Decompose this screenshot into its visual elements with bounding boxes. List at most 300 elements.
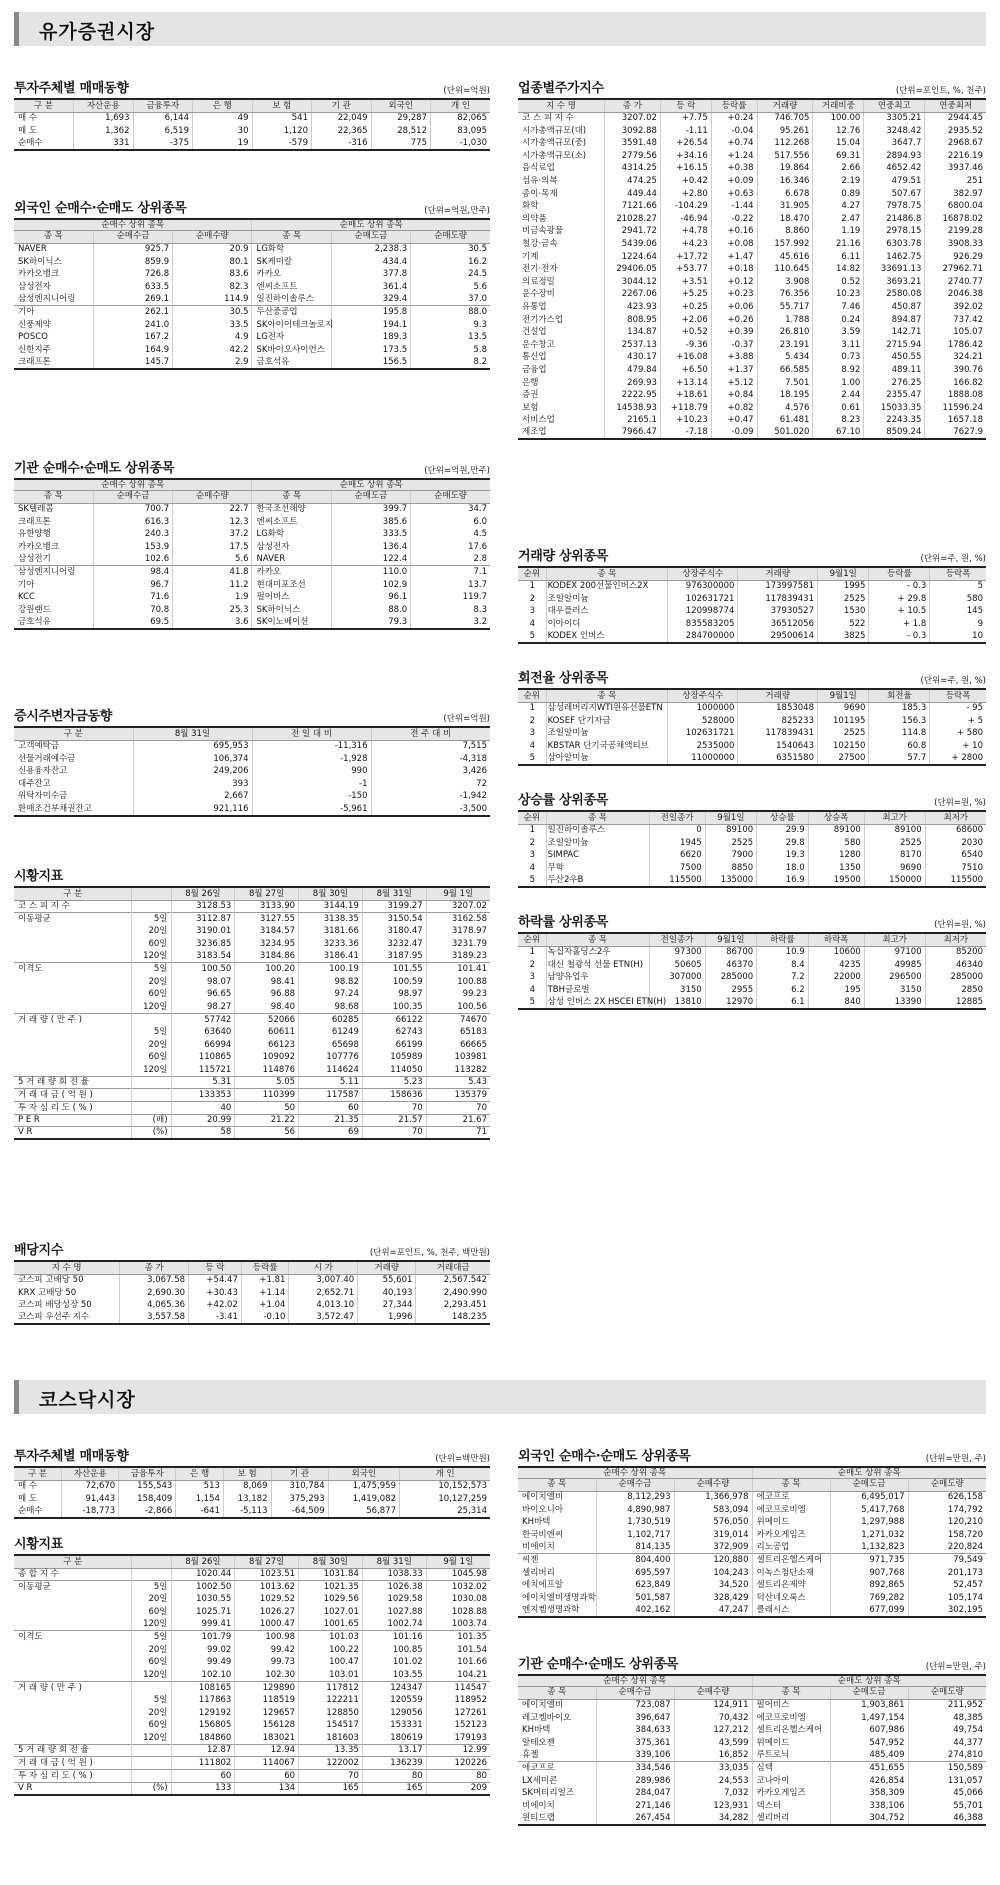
table-cell: +2.80 <box>660 188 711 201</box>
table-cell: 13.5 <box>411 331 490 344</box>
table-cell: 451,655 <box>830 1762 908 1775</box>
table-row <box>14 1757 490 1770</box>
table-row <box>14 528 490 541</box>
table-cell: 18.0 <box>757 862 808 875</box>
table-cell: 41.8 <box>173 566 252 579</box>
table-cell: 737.42 <box>925 314 986 327</box>
table-cell: +16.15 <box>660 162 711 175</box>
unit-label: (단위=억원) <box>443 714 490 724</box>
unit-label: (단위=만원, 주) <box>925 1454 986 1464</box>
table-row <box>518 1504 986 1517</box>
table-cell: SK아이이테크놀로지 <box>252 319 331 332</box>
table-cell: 3,067.58 <box>120 1274 189 1287</box>
table-cell: +1.37 <box>711 364 757 377</box>
table-row <box>518 971 986 984</box>
table-row <box>518 1787 986 1800</box>
table-cell: -9.36 <box>660 339 711 352</box>
table-cell: 1657.18 <box>925 414 986 427</box>
table-cell: 2355.47 <box>864 389 925 402</box>
table-cell: 3233.36 <box>299 938 363 951</box>
table-cell: 두산중공업 <box>252 306 331 319</box>
table-cell: 1 <box>529 825 535 836</box>
table-cell: 60일 <box>132 1606 171 1619</box>
table-row <box>518 824 986 837</box>
table-row <box>518 618 986 631</box>
column-header: 9월 1일 <box>426 887 490 900</box>
table-cell: 18.470 <box>757 213 813 226</box>
table-row <box>14 1669 490 1682</box>
table-cell: 7.46 <box>813 301 864 314</box>
table-cell: -1.44 <box>711 200 757 213</box>
table-cell: 이동평균 <box>14 913 132 926</box>
table-cell: 158636 <box>362 1089 426 1102</box>
table-cell: 24,553 <box>674 1775 752 1788</box>
column-header: 상장주식수 <box>668 567 738 580</box>
table-cell: 60일 <box>132 1656 171 1669</box>
table-row <box>518 1579 986 1592</box>
table-cell: SK하이닉스 <box>18 256 62 267</box>
table-cell: 4.576 <box>757 402 813 415</box>
table-cell: 3092.88 <box>604 125 660 138</box>
table-cell: 코스피 고배당 50 <box>18 1275 84 1286</box>
table-cell: 13.7 <box>411 579 490 592</box>
table-cell: 136239 <box>362 1757 426 1770</box>
table-cell: 57742 <box>171 1013 235 1026</box>
table-cell: 111802 <box>171 1757 235 1770</box>
table-row <box>14 503 490 516</box>
table-cell: 607,986 <box>830 1724 908 1737</box>
table-cell: 21.16 <box>813 238 864 251</box>
table-cell: 71 <box>426 1127 490 1140</box>
table-cell: P E R <box>14 1114 132 1127</box>
table-cell: 투 자 심 리 도 ( % ) <box>14 1770 132 1783</box>
table-cell: 1853048 <box>738 702 818 715</box>
table-cell: 4 <box>529 618 535 629</box>
table-cell: 109092 <box>235 1051 299 1064</box>
table-cell: 174,792 <box>908 1504 986 1517</box>
table-cell: 8.860 <box>757 225 813 238</box>
table-cell: 5.05 <box>235 1076 299 1089</box>
table-cell: 430.17 <box>604 351 660 364</box>
table-cell: 4235 <box>808 959 864 972</box>
table-cell: 27500 <box>818 752 869 765</box>
table-cell: 70 <box>299 1770 363 1783</box>
column-header: 등락률 <box>869 567 930 580</box>
table-cell: +6.50 <box>660 364 711 377</box>
table-cell: 삼성엔지니어링 <box>18 294 76 305</box>
table-cell: 289,986 <box>596 1775 674 1788</box>
table-cell: 375,361 <box>596 1737 674 1750</box>
table-title: 기관 순매수·순매도 상위종목 <box>518 1657 679 1672</box>
table-cell: 1,154 <box>176 1493 224 1506</box>
data-table <box>14 1554 490 1796</box>
table-cell: 2.66 <box>813 162 864 175</box>
table-row <box>518 225 986 238</box>
table-cell: +3.51 <box>660 276 711 289</box>
table-header <box>518 1654 986 1672</box>
table-cell: 319,014 <box>674 1529 752 1542</box>
table-cell: 120998774 <box>668 605 738 618</box>
table-cell: 117587 <box>299 1089 363 1102</box>
table-cell: 1,996 <box>358 1312 416 1325</box>
table-cell: +0.42 <box>660 175 711 188</box>
table-row <box>14 1001 490 1014</box>
table-row <box>14 293 490 306</box>
table-row <box>518 862 986 875</box>
table-row <box>14 1505 490 1518</box>
table-cell: 4652.42 <box>864 162 925 175</box>
t11-table-block <box>518 912 986 1010</box>
table-row <box>14 344 490 357</box>
table-row <box>518 593 986 606</box>
table-cell: 3591.48 <box>604 137 660 150</box>
table-cell: 카카오 <box>252 566 331 579</box>
table-cell: +16.08 <box>660 351 711 364</box>
table-cell: 70 <box>362 1102 426 1115</box>
table-cell: 펄어비스 <box>752 1699 830 1712</box>
table-cell: 46,388 <box>908 1812 986 1825</box>
table-cell: 382.97 <box>925 188 986 201</box>
table-row <box>518 1775 986 1788</box>
section-header-kospi <box>14 12 986 46</box>
table-cell: 1002.74 <box>362 1618 426 1631</box>
table-cell <box>14 1618 132 1631</box>
table-cell: 3231.79 <box>426 938 490 951</box>
table-cell: 8.3 <box>411 604 490 617</box>
table-cell: -0.04 <box>711 125 757 138</box>
table-cell: 96.7 <box>93 579 172 592</box>
table-cell: 2243.35 <box>864 414 925 427</box>
table-row <box>14 900 490 913</box>
table-row <box>518 1699 986 1712</box>
table-cell: 8.92 <box>813 364 864 377</box>
unit-label: (단위=억원,만주) <box>424 206 490 216</box>
table-cell: 251 <box>925 175 986 188</box>
table-cell: 623,849 <box>596 1579 674 1592</box>
table-cell: 7121.66 <box>604 200 660 213</box>
column-header: 전일종가 <box>649 811 705 824</box>
column-header: 종 가 <box>604 99 660 112</box>
table-row <box>14 1480 490 1493</box>
table-row <box>518 1541 986 1554</box>
table-cell: 7.501 <box>757 376 813 389</box>
column-header: 순위 <box>518 567 546 580</box>
table-cell: 5 <box>529 996 535 1007</box>
table-cell: 82,065 <box>431 112 491 125</box>
table-cell: 3,557.58 <box>120 1312 189 1325</box>
table-cell: 삼아알미늄 <box>546 752 668 765</box>
table-cell: 순매수 <box>18 1505 43 1516</box>
table-cell: SK하이닉스 <box>252 604 331 617</box>
table-row <box>14 356 490 369</box>
table-cell: 118519 <box>235 1694 299 1707</box>
table-cell: 98.97 <box>362 988 426 1001</box>
table-cell <box>14 1732 132 1745</box>
table-row <box>14 112 490 125</box>
table-cell: 3178.97 <box>426 925 490 938</box>
table-cell: 2 <box>529 593 535 604</box>
table-cell: 633.5 <box>93 281 172 294</box>
table-cell: 98.27 <box>171 1001 235 1014</box>
table-row <box>14 988 490 1001</box>
table-cell: 48,385 <box>908 1712 986 1725</box>
table-cell: 107776 <box>299 1051 363 1064</box>
table-cell: 4,065.36 <box>120 1299 189 1312</box>
table-cell: 2267.06 <box>604 288 660 301</box>
table-cell <box>14 1644 132 1657</box>
table-cell: 1,419,082 <box>328 1493 399 1506</box>
table-cell: 삼성레버리지WTI원유선물ETN <box>546 702 668 715</box>
column-header <box>132 887 171 900</box>
column-header: 외국인 <box>371 99 431 112</box>
table-cell: 173997581 <box>738 580 818 593</box>
table-cell: 19 <box>193 137 253 150</box>
table-cell: 10.23 <box>813 288 864 301</box>
table-cell: -2,866 <box>119 1505 176 1518</box>
table-cell: 위메이드 <box>752 1516 830 1529</box>
table-cell: 이동평균 <box>14 1581 132 1594</box>
table-cell: 117839431 <box>738 593 818 606</box>
table-cell: 114547 <box>426 1681 490 1694</box>
table-cell: 44,377 <box>908 1737 986 1750</box>
table-cell: 158,720 <box>908 1529 986 1542</box>
table-cell: 6,519 <box>133 125 193 138</box>
group-header: 순매도 상위 종목 <box>752 1467 986 1478</box>
table-cell: 114050 <box>362 1064 426 1077</box>
table-cell: 1002.50 <box>171 1581 235 1594</box>
table-cell: +0.74 <box>711 137 757 150</box>
table-cell: 145 <box>930 605 986 618</box>
table-cell: 휴젤 <box>522 1750 539 1761</box>
table-cell: 120226 <box>426 1757 490 1770</box>
table-cell: 33,035 <box>674 1762 752 1775</box>
table-row <box>14 1606 490 1619</box>
table-cell: 셀트리온제약 <box>752 1579 830 1592</box>
table-cell: 62743 <box>362 1026 426 1039</box>
table-cell: 50605 <box>649 959 705 972</box>
column-header: 등락폭 <box>930 689 986 702</box>
table-cell: 2.19 <box>813 175 864 188</box>
table-cell: 3162.58 <box>426 913 490 926</box>
table-cell: 449.44 <box>604 188 660 201</box>
table-cell: 10,127,259 <box>400 1493 491 1506</box>
table-cell: 녹십자홀딩스2우 <box>546 946 649 959</box>
table-cell: 580 <box>808 837 864 850</box>
column-header: 순매도량 <box>411 490 490 503</box>
column-header: 연중최저 <box>925 99 986 112</box>
table-row <box>14 925 490 938</box>
table-cell: 1280 <box>808 849 864 862</box>
table-cell: 5일 <box>132 1581 171 1594</box>
unit-label: (단위=주, 원, %) <box>920 554 986 564</box>
table-cell: 3150 <box>649 984 705 997</box>
table-cell <box>14 938 132 951</box>
table-row <box>518 301 986 314</box>
table-cell: 운수창고 <box>522 339 555 350</box>
table-cell: 58 <box>171 1127 235 1140</box>
table-cell: 194.1 <box>331 319 410 332</box>
table-cell: 129890 <box>235 1681 299 1694</box>
table-row <box>14 1051 490 1064</box>
table-cell: 음식료업 <box>522 163 555 174</box>
table-cell: 40 <box>171 1102 235 1115</box>
table-cell: 101.35 <box>426 1631 490 1644</box>
table-cell: 0.61 <box>813 402 864 415</box>
table-row <box>14 1694 490 1707</box>
table-cell: 6,144 <box>133 112 193 125</box>
table-cell: 3127.55 <box>235 913 299 926</box>
table-cell: 덱스터 <box>752 1800 830 1813</box>
table-cell: -3,500 <box>371 803 490 816</box>
table-cell: 20일 <box>132 925 171 938</box>
table-cell: 7.1 <box>411 566 490 579</box>
table-cell: 156.5 <box>331 356 410 369</box>
column-header: 순위 <box>518 933 546 946</box>
table-cell: 835583205 <box>668 618 738 631</box>
table-title: 업종별주가지수 <box>518 81 604 96</box>
section-title: 유가증권시장 <box>39 21 156 43</box>
table-row <box>518 1529 986 1542</box>
table-row <box>518 112 986 125</box>
table-cell: -5,961 <box>252 803 371 816</box>
table-cell: 72,670 <box>62 1480 119 1493</box>
table-cell: 13,182 <box>223 1493 271 1506</box>
table-cell: 30.5 <box>173 306 252 319</box>
table-cell: SK케미칼 <box>252 256 331 269</box>
section-title: 코스닥시장 <box>39 1389 136 1411</box>
t6-table-block <box>14 1240 490 1325</box>
table-cell: 1026.38 <box>362 1581 426 1594</box>
table-row <box>518 1592 986 1605</box>
table-cell: 134.87 <box>604 326 660 339</box>
table-cell: -579 <box>252 137 312 150</box>
column-header: 거래대금 <box>416 1261 490 1274</box>
table-cell: 70 <box>426 1102 490 1115</box>
table-cell: 60285 <box>299 1013 363 1026</box>
table-cell: 269.1 <box>93 293 172 306</box>
table-row <box>14 604 490 617</box>
table-cell: 1224.64 <box>604 251 660 264</box>
table-cell: 34.7 <box>411 503 490 516</box>
table-cell: 66122 <box>362 1013 426 1026</box>
table-cell: 98.68 <box>299 1001 363 1014</box>
table-cell: 3150.54 <box>362 913 426 926</box>
t3-table-block <box>14 458 490 630</box>
table-cell: 101.16 <box>362 1631 426 1644</box>
table-cell: 153.9 <box>93 541 172 554</box>
table-cell: 5.6 <box>411 281 490 294</box>
table-cell: 에코프로 <box>752 1491 830 1504</box>
column-header: 기 관 <box>271 1467 328 1480</box>
table-cell: 110.0 <box>331 566 410 579</box>
table-cell: 840 <box>808 996 864 1009</box>
table-cell: 12.94 <box>235 1744 299 1757</box>
table-cell: 5.43 <box>426 1076 490 1089</box>
table-cell: - 0.3 <box>869 580 930 593</box>
column-header: 회전율 <box>869 689 930 702</box>
table-cell: 대우플러스 <box>546 605 668 618</box>
table-cell: 20.99 <box>171 1114 235 1127</box>
table-cell: 98.4 <box>93 566 172 579</box>
table-cell: 기아 <box>14 306 93 319</box>
table-cell: 씨젠 <box>518 1554 596 1567</box>
table-cell: 1540643 <box>738 740 818 753</box>
table-cell: 123,931 <box>674 1800 752 1813</box>
table-cell: 5.11 <box>299 1076 363 1089</box>
table-cell <box>14 988 132 1001</box>
table-row <box>14 1618 490 1631</box>
column-header: 외국인 <box>328 1467 399 1480</box>
table-cell: 엔씨소프트 <box>252 516 331 529</box>
table-cell: 115500 <box>649 874 705 887</box>
table-row <box>14 913 490 926</box>
column-header: 순매수량 <box>173 490 252 503</box>
table-cell: 2030 <box>925 837 986 850</box>
table-cell: 3 <box>529 972 535 983</box>
table-row <box>518 1749 986 1762</box>
table-row <box>14 765 490 778</box>
table-cell: 859.9 <box>93 256 172 269</box>
table-cell: 69.5 <box>93 616 172 629</box>
table-cell: 402,162 <box>596 1604 674 1617</box>
table-row <box>518 1567 986 1580</box>
table-row <box>518 251 986 264</box>
table-cell: 262.1 <box>93 306 172 319</box>
table-cell: 122211 <box>299 1694 363 1707</box>
table-row <box>14 1719 490 1732</box>
table-cell: 7,032 <box>674 1787 752 1800</box>
table-cell: + 1.8 <box>869 618 930 631</box>
table-cell: 20일 <box>132 1644 171 1657</box>
table-cell: 616.3 <box>93 516 172 529</box>
table-cell: 보험 <box>522 402 539 413</box>
column-header: 구 분 <box>14 1555 132 1568</box>
table-cell: TBH글로벌 <box>546 984 649 997</box>
table-cell: 2,490.990 <box>416 1287 490 1300</box>
table-row <box>518 288 986 301</box>
table-cell: + 10.5 <box>869 605 930 618</box>
table-cell: 5,417,768 <box>830 1504 908 1517</box>
table-cell: 769,282 <box>830 1592 908 1605</box>
table-row <box>14 1581 490 1594</box>
table-cell: 두산2우B <box>546 874 649 887</box>
table-cell: 21.57 <box>362 1114 426 1127</box>
table-cell: 클래시스 <box>752 1604 830 1617</box>
table-cell: 16,852 <box>674 1749 752 1762</box>
table-cell: 2779.56 <box>604 150 660 163</box>
table-cell: 124347 <box>362 1681 426 1694</box>
table-cell: 296500 <box>864 971 925 984</box>
column-header: 최고가 <box>864 811 925 824</box>
column-header: 등 락 <box>660 99 711 112</box>
table-cell: KH바텍 <box>522 1517 551 1528</box>
table-cell: 종 합 지 수 <box>18 1569 59 1580</box>
table-cell: 10600 <box>808 946 864 959</box>
table-cell: +0.52 <box>660 326 711 339</box>
data-table <box>14 98 490 151</box>
table-cell: 100.35 <box>362 1001 426 1014</box>
table-row <box>14 1707 490 1720</box>
column-header: 9월 1일 <box>426 1555 490 1568</box>
table-cell <box>14 1039 132 1052</box>
column-header: 9월1일 <box>818 567 869 580</box>
group-header: 순매도 상위 종목 <box>252 219 490 230</box>
table-cell: 6303.78 <box>864 238 925 251</box>
table-cell: 3184.86 <box>235 950 299 963</box>
table-cell: SIMPAC <box>546 849 649 862</box>
k3-table-block <box>518 1446 986 1618</box>
table-cell: 21.35 <box>299 1114 363 1127</box>
